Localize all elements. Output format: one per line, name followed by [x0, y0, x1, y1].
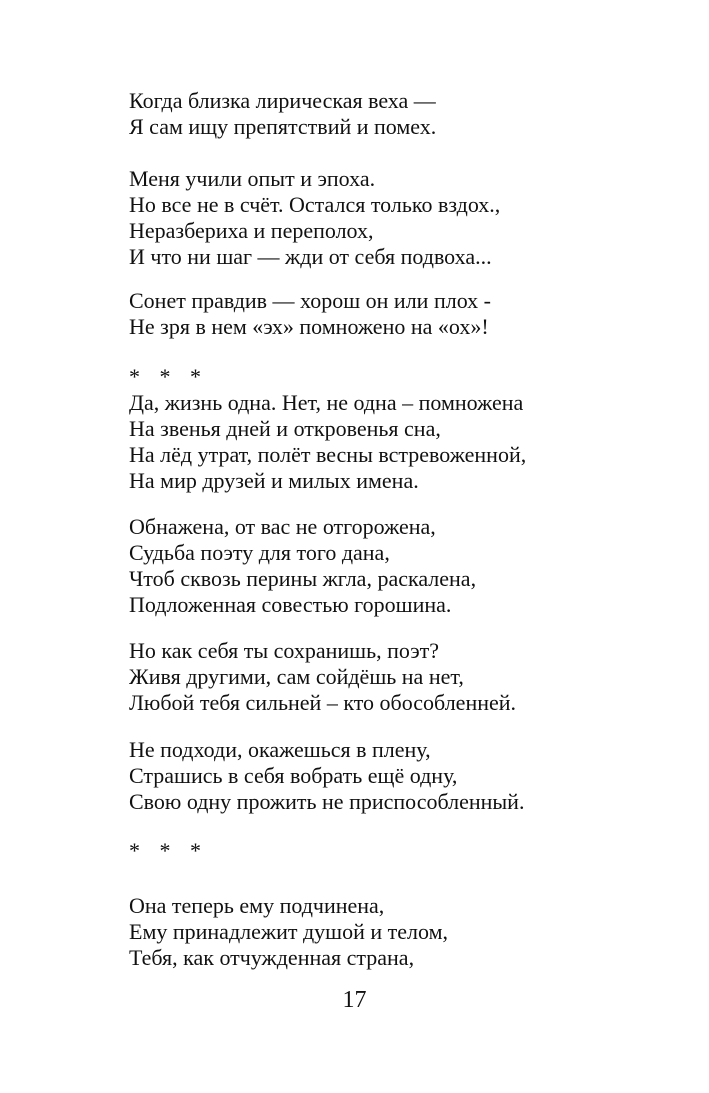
section-separator: * * *	[129, 364, 201, 389]
verse-line: Но как себя ты сохранишь, поэт?	[129, 638, 440, 663]
verse-line: Не зря в нем «эх» помножено на «ох»!	[129, 314, 489, 339]
verse-line: Обнажена, от вас не отгорожена,	[129, 514, 436, 539]
stanza-2	[129, 166, 669, 270]
verse-line: Неразбериха и переполох,	[129, 218, 374, 243]
verse-line: На мир друзей и милых имена.	[129, 468, 419, 493]
page-number: 17	[342, 987, 367, 1013]
verse-line: Любой тебя сильней – кто обособленней.	[129, 690, 517, 715]
verse-line: Ему принадлежит душой и телом,	[129, 919, 449, 944]
verse-line: Меня учили опыт и эпоха.	[129, 166, 376, 191]
verse-line: Подложенная совестью горошина.	[129, 592, 452, 617]
section-separator: * * *	[129, 838, 201, 863]
stanza-4	[129, 390, 669, 494]
verse-line: Да, жизнь одна. Нет, не одна – помножена	[129, 390, 524, 415]
verse-line: Не подходи, окажешься в плену,	[129, 737, 431, 762]
separator-1	[129, 364, 669, 390]
stanza-3	[129, 288, 669, 340]
verse-line: Она теперь ему подчинена,	[129, 893, 385, 918]
verse-line: Но все не в счёт. Остался только вздох.,	[129, 192, 501, 217]
stanza-1	[129, 88, 669, 140]
verse-line: Я сам ищу препятствий и помех.	[129, 114, 437, 139]
separator-2	[129, 838, 669, 864]
stanza-7	[129, 737, 669, 815]
verse-line: Живя другими, сам сойдёшь на нет,	[129, 664, 464, 689]
verse-line: На лёд утрат, полёт весны встревоженной,	[129, 442, 527, 467]
verse-line: На звенья дней и откровенья сна,	[129, 416, 441, 441]
stanza-6	[129, 638, 669, 716]
stanza-8	[129, 893, 669, 971]
verse-line: Чтоб сквозь перины жгла, раскалена,	[129, 566, 477, 591]
verse-line: Сонет правдив — хорош он или плох -	[129, 288, 491, 313]
verse-line: И что ни шаг — жди от себя подвоха...	[129, 244, 492, 269]
verse-line: Когда близка лирическая веха —	[129, 88, 436, 113]
verse-line: Страшись в себя вобрать ещё одну,	[129, 763, 458, 788]
stanza-5	[129, 514, 669, 618]
verse-line: Тебя, как отчужденная страна,	[129, 945, 415, 970]
verse-line: Судьба поэту для того дана,	[129, 540, 390, 565]
verse-line: Свою одну прожить не приспособленный.	[129, 789, 525, 814]
